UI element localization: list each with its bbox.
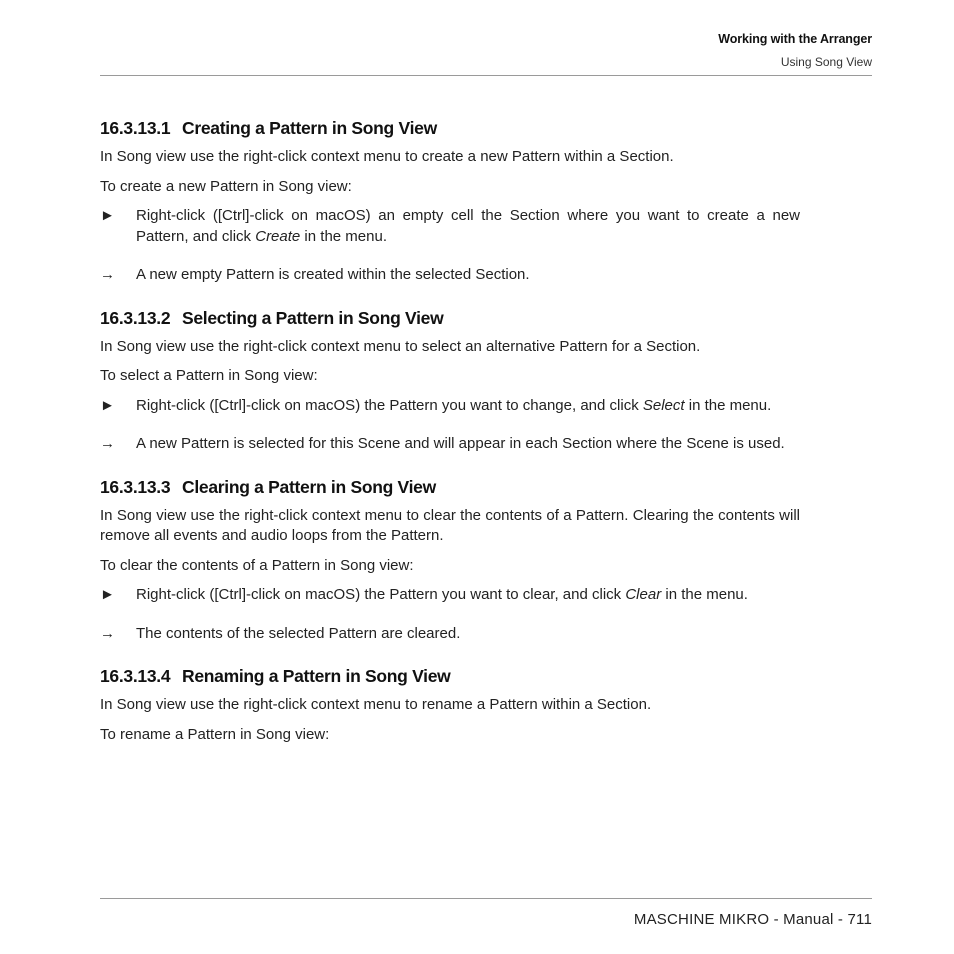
procedure-step xyxy=(100,585,800,606)
menu-item-reference: Create xyxy=(255,227,301,245)
section-number: 16.3.13.4 xyxy=(100,666,171,686)
section-intro: In Song view use the right-click context menu to create a new Pattern within a Section. xyxy=(100,148,674,165)
section-intro: In Song view use the right-click context menu to rename a Pattern within a Section. xyxy=(100,696,652,713)
step-arrow-icon: ► xyxy=(100,396,115,414)
step-text: Right-click ([Ctrl]-click on macOS) the Pattern you want to clear, and click Clear in the menu. xyxy=(136,586,748,603)
result-arrow-icon: → xyxy=(100,624,115,642)
section-heading xyxy=(100,116,800,140)
section-heading xyxy=(100,475,800,499)
section-selecting-pattern xyxy=(100,306,800,455)
section-renaming-pattern xyxy=(100,664,800,745)
section-intro: In Song view use the right-click context menu to select an alternative Pattern for a Section. xyxy=(100,337,701,355)
section-intro: In Song view use the right-click context menu to clear the contents of a Pattern. Clearing the contents will remove all events and audio loops from the Pattern. xyxy=(100,506,800,544)
menu-item-reference: Select xyxy=(642,396,685,414)
procedure-result xyxy=(100,434,800,455)
procedure-lead: To select a Pattern in Song view: xyxy=(100,367,318,384)
section-heading xyxy=(100,664,800,688)
result-text: The contents of the selected Pattern are cleared. xyxy=(136,624,461,642)
result-text: A new empty Pattern is created within the selected Section. xyxy=(136,266,530,283)
section-number: 16.3.13.1 xyxy=(100,118,171,138)
section-title: Selecting a Pattern in Song View xyxy=(182,307,444,328)
step-arrow-icon: ► xyxy=(100,586,115,603)
section-number: 16.3.13.3 xyxy=(100,476,171,497)
procedure-lead: To create a new Pattern in Song view: xyxy=(100,177,352,195)
section-creating-pattern xyxy=(100,116,800,286)
section-heading xyxy=(100,306,800,330)
step-text: Right-click ([Ctrl]-click on macOS) an empty cell the Section where you want to create a new Pattern, and click Create in the menu. xyxy=(136,207,800,245)
running-header xyxy=(718,30,872,71)
page-footer: MASCHINE MIKRO - Manual - 711 xyxy=(633,911,872,928)
procedure-result xyxy=(100,265,800,286)
header-section-title: Using Song View xyxy=(780,55,872,69)
result-arrow-icon: → xyxy=(100,266,115,283)
section-title: Creating a Pattern in Song View xyxy=(182,118,437,138)
section-number: 16.3.13.2 xyxy=(100,307,171,328)
procedure-result xyxy=(100,624,800,645)
section-title: Clearing a Pattern in Song View xyxy=(182,476,436,497)
page-content xyxy=(100,116,800,765)
footer-divider xyxy=(100,898,872,899)
menu-item-reference: Clear xyxy=(625,586,662,603)
step-arrow-icon: ► xyxy=(100,207,115,224)
result-text: A new Pattern is selected for this Scene and will appear in each Section where the Scene is used. xyxy=(136,435,785,452)
procedure-lead: To clear the contents of a Pattern in Song view: xyxy=(100,556,414,574)
procedure-step xyxy=(100,206,800,247)
result-arrow-icon: → xyxy=(100,435,115,452)
step-text: Right-click ([Ctrl]-click on macOS) the Pattern you want to change, and click Select in the menu. xyxy=(136,396,772,414)
procedure-step xyxy=(100,396,800,417)
header-chapter-title: Working with the Arranger xyxy=(718,32,872,46)
header-divider xyxy=(100,75,872,76)
procedure-lead: To rename a Pattern in Song view: xyxy=(100,725,330,743)
section-clearing-pattern xyxy=(100,475,800,645)
section-title: Renaming a Pattern in Song View xyxy=(182,666,451,686)
